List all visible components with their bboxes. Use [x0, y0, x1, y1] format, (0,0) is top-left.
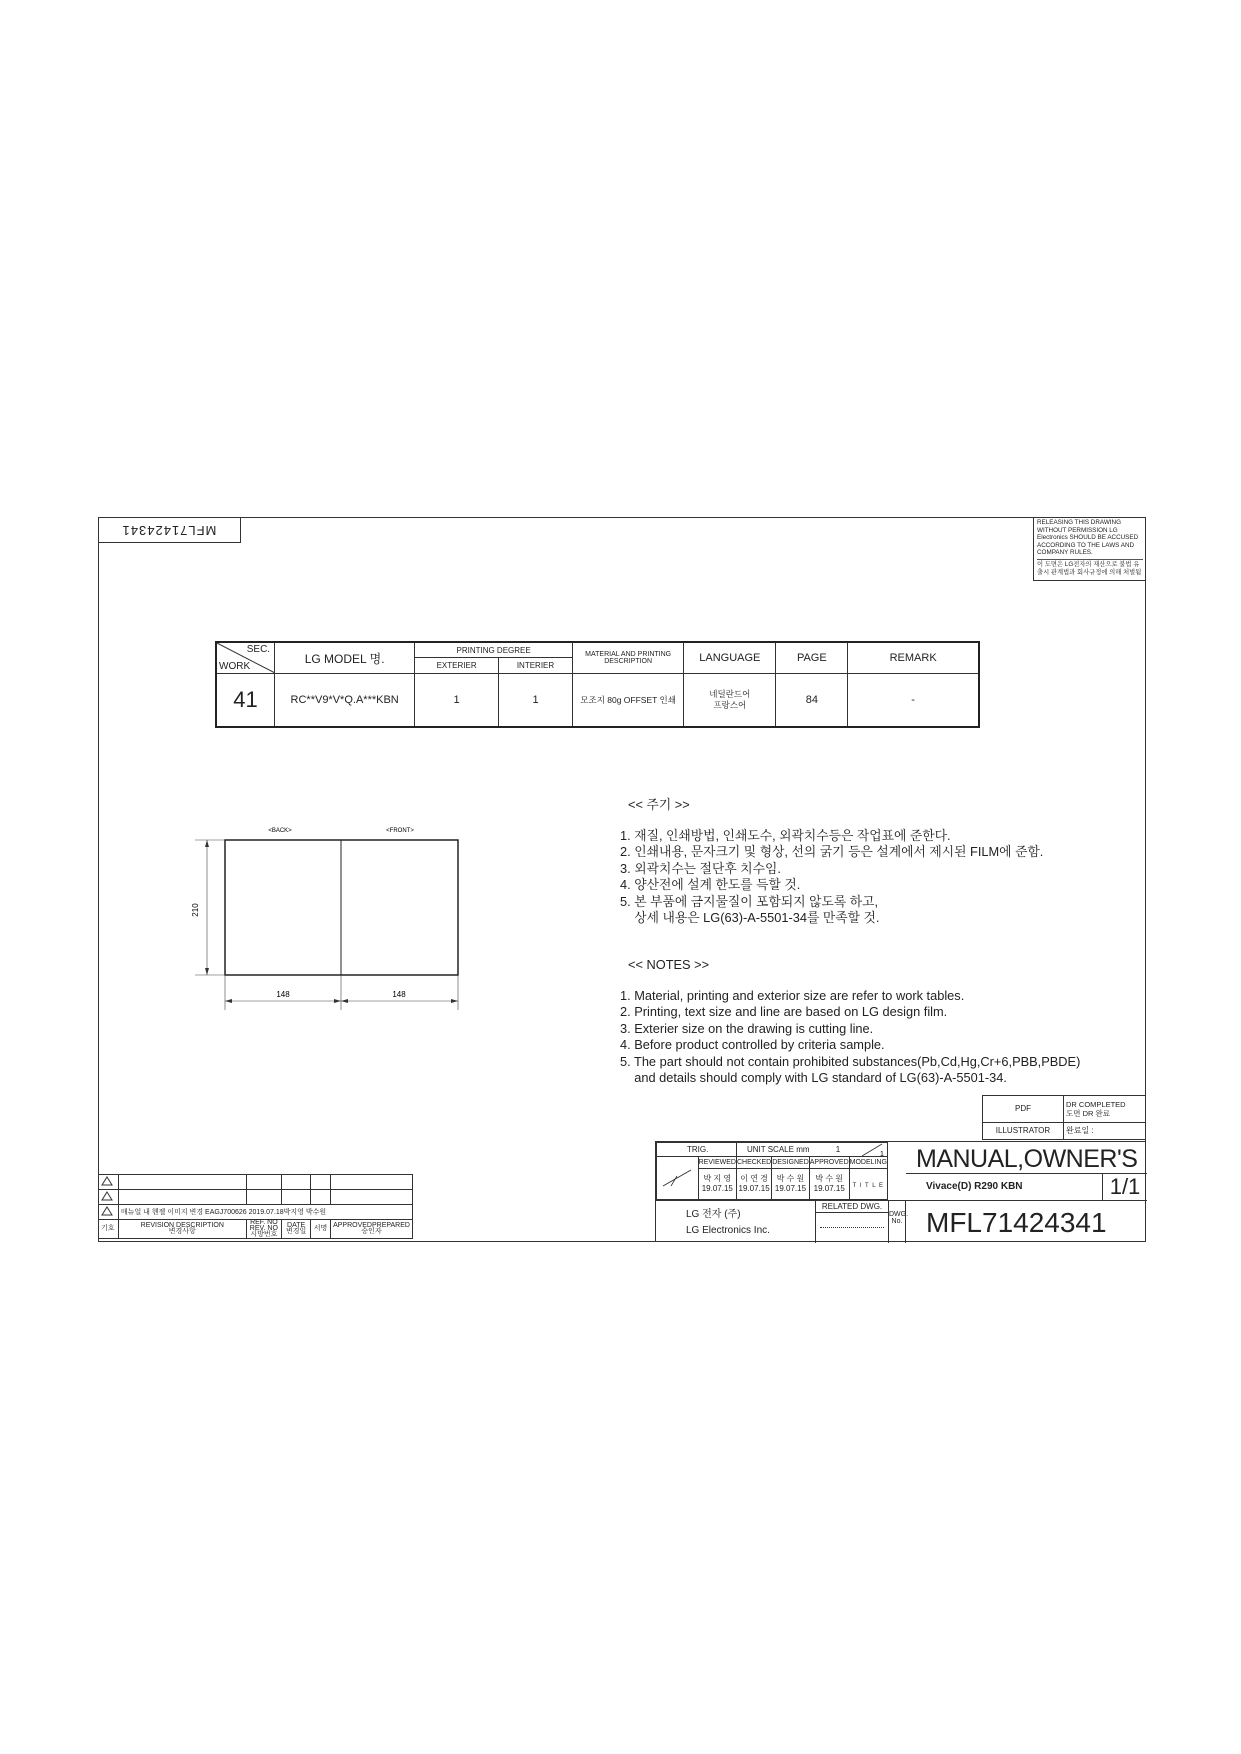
signer-name: 박 수 원 — [815, 1174, 844, 1183]
manual-layout-drawing — [180, 820, 480, 1020]
notes-en-title: << NOTES >> — [628, 957, 710, 972]
page-header: PAGE — [776, 642, 848, 674]
dr-completed-en: DR COMPLETED — [1066, 1099, 1126, 1109]
signer-date: 19.07.15 — [774, 1184, 807, 1193]
checked-label: CHECKED — [736, 1157, 771, 1169]
note-ko-item: 상세 내용은 LG(63)-A-5501-34를 만족할 것. — [620, 910, 880, 925]
sec-work-header — [216, 642, 275, 674]
unit-mm: mm — [796, 1145, 810, 1154]
note-ko-item: 2. 인쇄내용, 문자크기 및 형상, 선의 굵기 등은 설계에서 제시된 FILM에 준함. — [620, 844, 1044, 859]
drawing-title: MANUAL,OWNER'S — [906, 1142, 1147, 1174]
rev-h-desc: REVISION DESCRIPTION 변경사항 — [118, 1220, 246, 1239]
scale-fraction — [856, 1143, 886, 1157]
reviewed-label: REVIEWED — [698, 1157, 736, 1169]
page-value: 84 — [776, 674, 848, 728]
width-left-dimension: 148 — [276, 990, 290, 999]
note-en-item: 4. Before product controlled by criteria sample. — [620, 1037, 885, 1052]
note-en-item: 2. Printing, text size and line are based on LG design film. — [620, 1004, 948, 1019]
revision-symbol — [99, 1205, 119, 1220]
related-dwg-box — [816, 1200, 888, 1243]
height-dimension: 210 — [191, 903, 200, 917]
release-warning — [1033, 517, 1146, 581]
work-label: WORK — [219, 661, 251, 672]
signer-name: 박 지 영 — [703, 1174, 732, 1183]
approval-table — [656, 1142, 888, 1200]
signer-2 — [736, 1169, 771, 1200]
warning-ko: 이 도면은 LG전자의 재산으로 불법 유출시 관계법과 회사규정에 의해 처벌됨 — [1037, 560, 1142, 576]
signer-name: 이 연 경 — [740, 1174, 768, 1183]
notes-english — [620, 957, 1130, 1087]
company-box — [656, 1200, 816, 1243]
sheet-number: 1/1 — [1102, 1174, 1147, 1200]
dr-completed-ko: 도면 DR 완료 — [1066, 1108, 1110, 1118]
approved-label: APPROVED — [809, 1157, 849, 1169]
dr-completed — [1064, 1096, 1146, 1123]
sec-label: SEC. — [246, 644, 271, 655]
note-en-item: and details should comply with LG standard of LG(63)-A-5501-34. — [620, 1070, 1007, 1085]
designed-label: DESIGNED — [772, 1157, 810, 1169]
drawing-number: MFL71424341 — [906, 1200, 1147, 1243]
language-value — [684, 674, 776, 728]
title-block — [655, 1141, 1146, 1242]
illustrator-label: ILLUSTRATOR — [983, 1122, 1064, 1139]
exterior-value: 1 — [415, 674, 499, 728]
work-table — [215, 641, 980, 728]
warning-en: RELEASING THIS DRAWING WITHOUT PERMISSION LG Electronics SHOULD BE ACCUSED ACCORDING TO THE LAWS AND COMPANY RULES. — [1037, 519, 1139, 557]
front-label: <FRONT> — [386, 828, 414, 834]
interior-header: INTERIER — [499, 658, 573, 674]
dwg-no-label: DWG. No. — [888, 1200, 906, 1243]
language-header: LANGUAGE — [684, 642, 776, 674]
revision-symbol — [99, 1175, 119, 1190]
related-dwg-label: RELATED DWG. — [816, 1201, 888, 1213]
revision-symbol — [99, 1190, 119, 1205]
svg-text:1: 1 — [880, 1151, 884, 1157]
title-vertical-letters: T I T L E — [849, 1169, 887, 1200]
signer-4 — [809, 1169, 849, 1200]
note-ko-item: 5. 본 부품에 금지물질이 포함되지 않도록 하고, — [620, 893, 879, 909]
trig-symbol — [657, 1157, 699, 1200]
material-header: MATERIAL AND PRINTING DESCRIPTION — [573, 642, 684, 674]
document-number-stamp — [98, 517, 241, 543]
note-ko-item: 1. 재질, 인쇄방법, 인쇄도수, 외곽치수등은 작업표에 준한다. — [620, 827, 951, 843]
model-value: RC**V9*V*Q.A***KBN — [275, 674, 415, 728]
scale-label: SCALE — [767, 1145, 794, 1154]
scale-value: 1 — [835, 1145, 841, 1154]
company-korean: LG 전자 (주) — [686, 1209, 741, 1220]
note-ko-item: 3. 외곽치수는 절단후 치수임. — [620, 860, 781, 876]
model-subtitle: Vivace(D) R290 KBN — [926, 1181, 1023, 1192]
stamp-text: MFL71424341 — [121, 523, 217, 538]
signer-date: 19.07.15 — [813, 1184, 845, 1193]
notes-korean — [620, 797, 1100, 927]
unit-label: UNIT — [746, 1145, 766, 1154]
sec-value: 41 — [216, 674, 275, 728]
modeling-label: MODELING — [849, 1157, 887, 1169]
note-ko-item: 4. 양산전에 설계 한도를 득할 것. — [620, 877, 801, 892]
company-english: LG Electronics Inc. — [686, 1225, 770, 1236]
notes-ko-title: << 주기 >> — [628, 797, 690, 812]
language-2: 프랑스어 — [713, 700, 747, 710]
rev-h-ref: REF. NO REV. NO 시방번호 — [246, 1220, 282, 1239]
signer-date: 19.07.15 — [701, 1184, 733, 1193]
material-value: 모조지 80g OFFSET 인쇄 — [573, 674, 684, 728]
printing-degree-header: PRINTING DEGREE — [415, 642, 573, 658]
remark-header: REMARK — [848, 642, 979, 674]
revision-table — [98, 1174, 413, 1239]
completion-date-label: 완료일 : — [1064, 1122, 1146, 1139]
remark-value: - — [848, 674, 979, 728]
back-label: <BACK> — [268, 828, 292, 834]
exterior-header: EXTERIER — [415, 658, 499, 674]
width-right-dimension: 148 — [392, 990, 406, 999]
dr-status-box — [982, 1095, 1146, 1140]
rev-h-sign: 서명 — [311, 1220, 331, 1239]
interior-value: 1 — [499, 674, 573, 728]
signer-1 — [698, 1169, 736, 1200]
language-1: 네덜란드어 — [709, 689, 751, 699]
signer-3 — [772, 1169, 810, 1200]
pdf-label: PDF — [983, 1096, 1064, 1123]
related-dwg-line — [820, 1227, 884, 1228]
revision-entry: 매뉴얼 내 헨젤 이미지 변경 EAGJ700626 2019.07.18박지영 박수원 — [118, 1205, 412, 1220]
trig-label: TRIG. — [657, 1143, 737, 1157]
signer-name: 박 수 원 — [776, 1174, 805, 1183]
rev-h-sym: 기호 — [99, 1220, 119, 1239]
rev-h-approved: APPROVEDPREPARED 승인자 — [331, 1220, 413, 1239]
note-en-item: 3. Exterier size on the drawing is cutting line. — [620, 1020, 874, 1036]
rev-h-date: DATE 변경일 — [282, 1220, 311, 1239]
model-header: LG MODEL 명. — [275, 642, 415, 674]
signer-date: 19.07.15 — [738, 1184, 770, 1193]
note-en-item: 1. Material, printing and exterior size are refer to work tables. — [620, 987, 965, 1003]
note-en-item: 5. The part should not contain prohibited substances(Pb,Cd,Hg,Cr+6,PBB,PBDE) — [620, 1053, 1081, 1069]
